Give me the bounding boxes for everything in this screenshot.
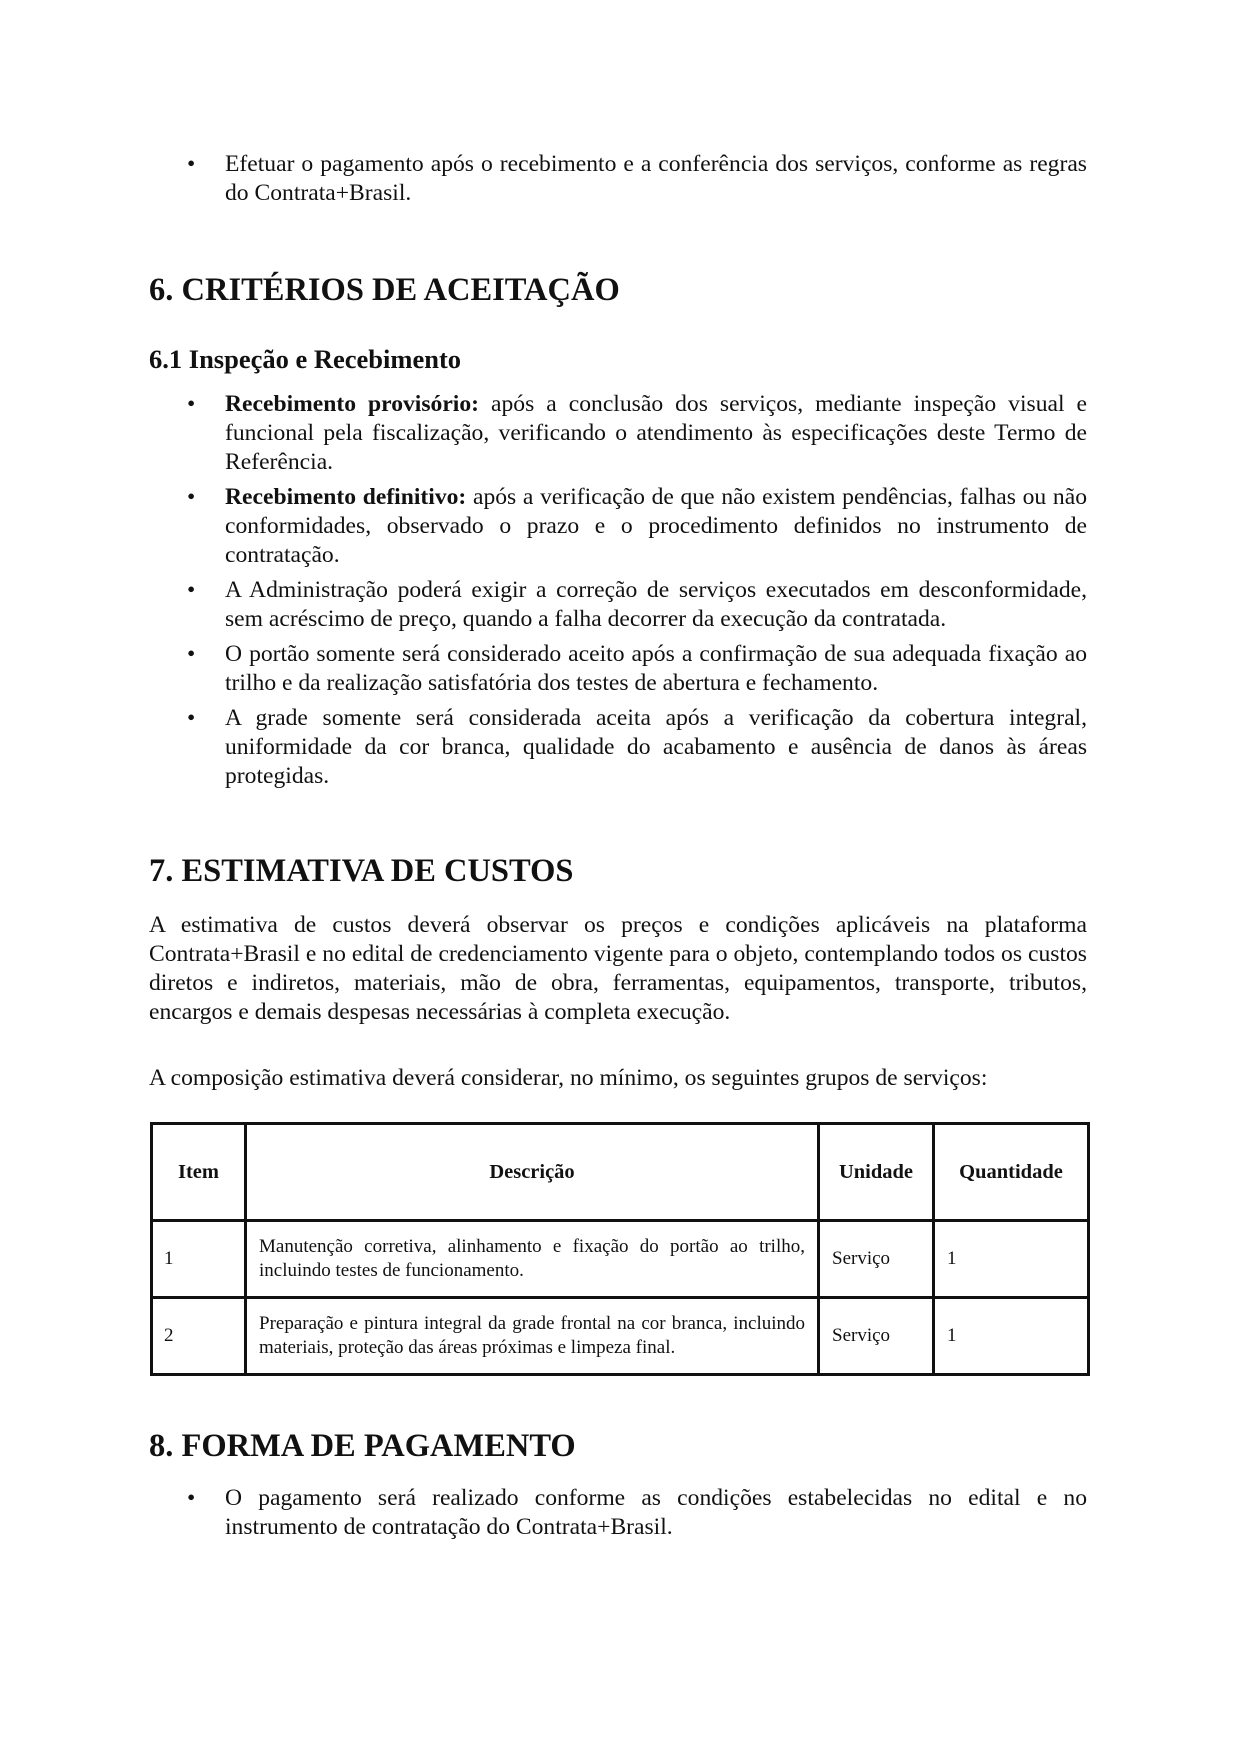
list-item-text: A Administração poderá exigir a correção de serviços executados em desconformidade, sem acréscimo de preço, quando a falha decorrer da execução da contratada. <box>225 577 1087 632</box>
list-item: • Efetuar o pagamento após o recebimento e a conferência dos serviços, conforme as regras do Contrata+Brasil. <box>149 150 1087 208</box>
list-item: • O pagamento será realizado conforme as condições estabelecidas no edital e no instrumento de contratação do Contrata+Brasil. <box>149 1484 1087 1542</box>
list-item <box>149 483 1087 570</box>
list-item-text: A grade somente será considerada aceita após a verificação da cobertura integral, uniformidade da cor branca, qualidade do acabamento e ausência de danos às áreas protegidas. <box>225 705 1087 789</box>
cost-table <box>150 1122 1090 1376</box>
list-item-lead: Recebimento provisório: <box>225 391 480 417</box>
list-item-text: após a verificação de que não existem pendências, falhas ou não conformidades, observado o prazo e o procedimento definidos no instrumento de contratação. <box>225 484 1087 568</box>
section-7-title: 7. ESTIMATIVA DE CUSTOS <box>149 853 574 889</box>
list-item-text: após a conclusão dos serviços, mediante inspeção visual e funcional pela fiscalização, verificando o atendimento às especificações deste Termo de Referência. <box>225 391 1087 475</box>
table-cell-description: Preparação e pintura integral da grade frontal na cor branca, incluindo materiais, proteção das áreas próximas e limpeza final. <box>246 1298 819 1375</box>
table-cell-quantity: 1 <box>934 1298 1089 1375</box>
payment-bullet-list <box>149 1484 1087 1548</box>
list-item-lead: Recebimento definitivo: <box>225 484 467 510</box>
table-header-item: Item <box>152 1124 246 1221</box>
table-header-unit: Unidade <box>819 1124 934 1221</box>
list-item <box>149 640 1087 698</box>
cost-estimate-paragraph: A estimativa de custos deverá observar os preços e condições aplicáveis na plataforma Contrata+Brasil e no edital de credenciamento vigente para o objeto, contemplando todos os custos diretos e indiretos, materiais, mão de obra, ferramentas, equipamentos, transporte, tributos, encargos e demais despesas necessárias à completa execução. <box>149 912 1087 1025</box>
list-item <box>149 390 1087 477</box>
table-header-row <box>152 1124 1089 1221</box>
table-row <box>152 1221 1089 1298</box>
table-cell-unit: Serviço <box>819 1298 934 1375</box>
section-8-title: 8. FORMA DE PAGAMENTO <box>149 1428 576 1464</box>
acceptance-criteria-list <box>149 390 1087 797</box>
list-item <box>149 576 1087 634</box>
section-6-1-title: 6.1 Inspeção e Recebimento <box>149 344 462 374</box>
section-6-title: 6. CRITÉRIOS DE ACEITAÇÃO <box>149 272 620 308</box>
table-row <box>152 1298 1089 1375</box>
intro-bullet-list <box>149 150 1087 214</box>
table-header-quantity: Quantidade <box>934 1124 1089 1221</box>
list-item-text: O portão somente será considerado aceito após a confirmação de sua adequada fixação ao trilho e da realização satisfatória dos testes de abertura e fechamento. <box>225 641 1087 696</box>
list-item <box>149 704 1087 791</box>
composition-paragraph: A composição estimativa deverá considerar, no mínimo, os seguintes grupos de serviços: <box>149 1065 988 1091</box>
table-cell-item: 1 <box>152 1221 246 1298</box>
table-cell-quantity: 1 <box>934 1221 1089 1298</box>
table-cell-description: Manutenção corretiva, alinhamento e fixação do portão ao trilho, incluindo testes de funcionamento. <box>246 1221 819 1298</box>
table-header-description: Descrição <box>246 1124 819 1221</box>
table-cell-item: 2 <box>152 1298 246 1375</box>
table-cell-unit: Serviço <box>819 1221 934 1298</box>
